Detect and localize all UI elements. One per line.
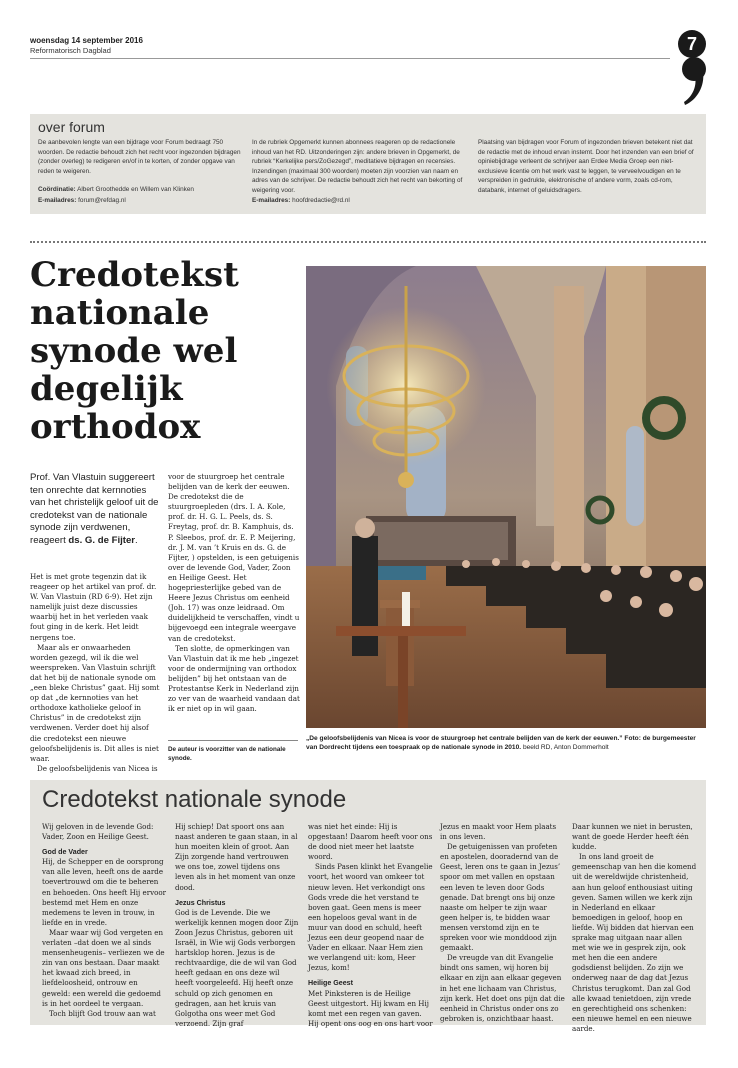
paragraph: De geloofsbelijdenis van Nicea is — [37, 763, 158, 773]
forum-info-box — [30, 114, 706, 214]
issue-date: woensdag 14 september 2016 — [30, 36, 143, 45]
article-column-1 — [30, 572, 160, 774]
header-rule — [30, 58, 670, 59]
creed-column-3 — [308, 822, 433, 1029]
author-note: De auteur is voorzitter van de nationale synode. — [168, 740, 298, 763]
article-lead: Prof. Van Vlastuin suggereert ten onrechte dat kernnoties van het christelijk geloof uit de credotekst van de nationale synode zijn verdwenen, reageert ds. G. de Fijter. — [30, 472, 159, 546]
forum-guidelines: De aanbevolen lengte van een bijdrage voor Forum bedraagt 750 woorden. De redactie behoudt zich het recht voor ingezonden bijdragen (zonder overleg) te redigeren en/of in te korten, of zonder opgave van reden te weigeren. — [38, 139, 241, 175]
paragraph: Wij geloven in de levende God: Vader, Zoon en Heilige Geest. — [42, 822, 154, 842]
creed-column-1 — [42, 822, 167, 1019]
paragraph: Maar als er onwaarheden worden gezegd, wil ik die wel weerspreken. Van Vlastuin schrijft dat het bij de nationale synode om „een bleke Christus” gaat. Hij somt op dat „de kernnoties van het orthodoxe katholieke geloof in Christus” in de credotekst zijn verdwenen. Verder doet hij alsof die credotekst een nieuwe geloofsbelijdenis is. Dit alles is niet waar. — [30, 642, 160, 763]
paragraph: was niet het einde: Hij is opgestaan! Daarom heeft voor ons de dood niet meer het laatste woord. — [308, 822, 433, 862]
forum-email — [38, 197, 126, 204]
paragraph: Het is met grote tegenzin dat ik reageer op het artikel van prof. dr. W. Van Vlastuin (RD 6-9). Het zijn namelijk juist deze discussies waarbij het in het verleden vaak fout ging in de kerk. Het leidt nergens toe. — [30, 572, 157, 642]
author-name: ds. G. de Fijter — [68, 534, 136, 546]
opgemerkt-email — [252, 197, 350, 204]
email2-value[interactable]: hoofdredactie@rd.nl — [292, 197, 350, 204]
paragraph: De vreugde van dit Evangelie bindt ons samen, wij horen bij elkaar en zijn aan elkaar gegeven in het ene lichaam van Christus, zijn kerk. Het doet ons pijn dat die eenheid in Christus onder ons zo gebroken is, onzichtbaar haast. — [440, 953, 565, 1023]
paragraph: Hij, de Schepper en de oorsprong van alle leven, heeft ons de aarde toevertrouwd om die te beheren en behoeden. Ons heeft Hij ervoor bestemd met Hem en onze medemens te leven in trouw, in liefde en in vrede. — [42, 857, 167, 927]
creed-title: Credotekst nationale synode — [42, 786, 347, 813]
paragraph: Toch blijft God trouw aan wat — [49, 1008, 156, 1018]
paragraph: In ons land groeit de gemeenschap van hen die komend uit de wereldwijde christenheid, aan hun geloof enthousiast uiting geven. Samen willen we kerk zijn in Nederland en elkaar bemoedigen in geloof, hoop en liefde. Wij bidden dat hiervan een sprake mag uitgaan naar allen met wie we in gesprek zijn, ook met hen die een andere godsdienst belijden. Zo zijn we onderweg naar de dag dat Jezus Christus terugkomt. Dan zal God alle kwaad tenietdoen, zijn vrede en gerechtigheid ons schenken: een nieuwe hemel en een nieuwe aarde. — [572, 852, 697, 1033]
email2-label: E-mailadres: — [252, 197, 291, 204]
email-label: E-mailadres: — [38, 197, 77, 204]
page-number: 7 — [678, 30, 706, 58]
paragraph: Hij schiep! Dat spoort ons aan naast anderen te gaan staan, in al hun moeiten klein of groot. Aan Zijn zorgende hand vertrouwen we ons toe, zowel tijdens ons leven als in het moment van onze dood. — [175, 822, 298, 892]
paragraph: voor de stuurgroep het centrale belijden van de kerk der eeuwen. De credotekst die de stuurgroepleden (drs. I. A. Kole, prof. dr. H. G. L. Peels, ds. S. Freytag, prof. dr. B. Kamphuis, ds. P. Sleebos, prof. dr. E. P. Meijering, dr. J. M. van ’t Kruis en ds. G. de Fijter, ) opstelden, is een getuigenis over de levende God, Vader, Zoon en Heilige Geest. Het hogepriesterlijke gebed van de Heere Jezus Christus om eenheid (Joh. 17) was onze leidraad. Om duidelijkheid te verschaffen, vindt u bijgevoegd een integrale weergave van de credotekst. — [168, 472, 300, 643]
caption-text: „De geloofsbelijdenis van Nicea is voor de stuurgroep het centrale belijden van de kerk der eeuwen.” Foto: de burgemeester van Dordrecht tijdens een toespraak op de nationale synode in 2010. — [306, 735, 696, 752]
paragraph: Daar kunnen we niet in berusten, want de goede Herder heeft één kudde. — [572, 822, 693, 852]
creed-column-5 — [572, 822, 697, 1034]
article-column-2 — [168, 472, 300, 714]
article-headline: Credotekst nationale synode wel degelijk orthodox — [30, 255, 239, 447]
email-value[interactable]: forum@refdag.nl — [78, 197, 126, 204]
creed-subheading: Jezus Christus — [175, 898, 226, 907]
paragraph: God is de Levende. Die we werkelijk kennen mogen door Zijn Zoon Jezus Christus, geboren uit Israël, in Wie wij Gods verborgen hartsklop horen. Jezus is de rechtvaardige, die de wil van God heeft gedaan en ons deze wil heeft voorgeleefd. Hij heeft onze schuld op zich genomen en gedragen, aan het kruis van Golgotha ons weer met God verzoend. Zijn graf — [175, 907, 299, 1028]
coordination-value: Albert Groothedde en Willem van Klinken — [77, 186, 194, 193]
forum-coordination — [38, 186, 194, 193]
comma-logo-icon — [681, 56, 707, 106]
paragraph: Met Pinksteren is de Heilige Geest uitgestort. Hij kwam en Hij komt met een regen van gaven. Hij opent ons oog en ons hart voor — [308, 988, 433, 1028]
church-synod-photo — [306, 266, 706, 728]
creed-text-box — [30, 780, 706, 1033]
church-interior-image — [306, 266, 706, 728]
coordination-label: Coördinatie: — [38, 186, 76, 193]
lead-text: Prof. Van Vlastuin suggereert ten onrechte dat kernnoties van het christelijk geloof uit de credotekst van de nationale synode zijn verdwenen, reageert — [30, 472, 159, 546]
newspaper-name: Reformatorisch Dagblad — [30, 46, 111, 55]
opgemerkt-rules: In de rubriek Opgemerkt kunnen abonnees reageren op de redactionele inhoud van het RD. Uitzonderingen zijn: andere brieven in Opgemerkt, de rubriek “Kerkelijke pers/ZoGezegd”, meditatieve bijdragen en recensies. Inzendingen (maximaal 300 woorden) moeten zijn voorzien van naam en adres van de schrijver. De redactie behoudt zich het recht van bekorting of weigering voor. — [252, 139, 463, 194]
photo-credit: beeld RD, Anton Dommerholt — [522, 744, 609, 752]
photo-caption — [306, 734, 706, 752]
creed-subheading: God de Vader — [42, 848, 88, 857]
paragraph: De getuigenissen van profeten en apostelen, dooradernd van de Geest, leren ons te gaan in Jezus’ spoor om met vallen en opstaan een leven te leven door Gods genade. Dat brengt ons bij onze naaste om helper te zijn waar geen helper is, te bidden waar mensen verstomd zijn en te spreken voor wie monddood zijn gemaakt. — [440, 842, 561, 953]
publication-license: Plaatsing van bijdragen voor Forum of ingezonden brieven betekent niet dat de redactie met de inhoud ervan instemt. Door het inzenden van een brief of opiniebijdrage verleent de schrijver aan Erdee Media Groep een niet-exclusieve licentie om het werk vast te leggen, te verveelvoudigen en te verspreiden in gedrukte, elektronische of andere vorm, zoals cd-rom, databank, internet of geluidsdragers. — [478, 139, 694, 194]
paragraph: Jezus en maakt voor Hem plaats in ons leven. — [440, 822, 557, 842]
creed-column-4 — [440, 822, 565, 1024]
forum-title: over forum — [38, 119, 105, 135]
paragraph: Sinds Pasen klinkt het Evangelie voort, het woord van omkeer tot nieuw leven. Het verkondigt ons Gods vrede die het verstand te boven gaat. Geen mens is meer een hopeloos geval want in de muur van dood en schuld, heeft Jezus een deur geopend naar de Vader en elkaar. Naar Hem zien we verlangend uit: kom, Heer Jezus, kom! — [308, 862, 433, 973]
paragraph: Maar waar wij God vergeten en verlaten –dat doen we al sinds mensenheugenis– verliezen we de zin van ons bestaan. Daar maakt het kwaad zich breed, in liefdeloosheid, ontrouw en geweld: een wereld die gedoemd is in het oordeel te vergaan. — [42, 927, 165, 1008]
paragraph: Ten slotte, de opmerkingen van Van Vlastuin dat ik me heb „ingezet voor de ondermijning van orthodox belijden” bij het ontstaan van de Protestantse Kerk in Nederland zijn zo ver van de waarheid vandaan dat ik er niet op in wil gaan. — [168, 643, 300, 714]
dotted-separator — [30, 241, 706, 243]
creed-subheading: Heilige Geest — [308, 979, 353, 988]
creed-column-2 — [175, 822, 300, 1029]
